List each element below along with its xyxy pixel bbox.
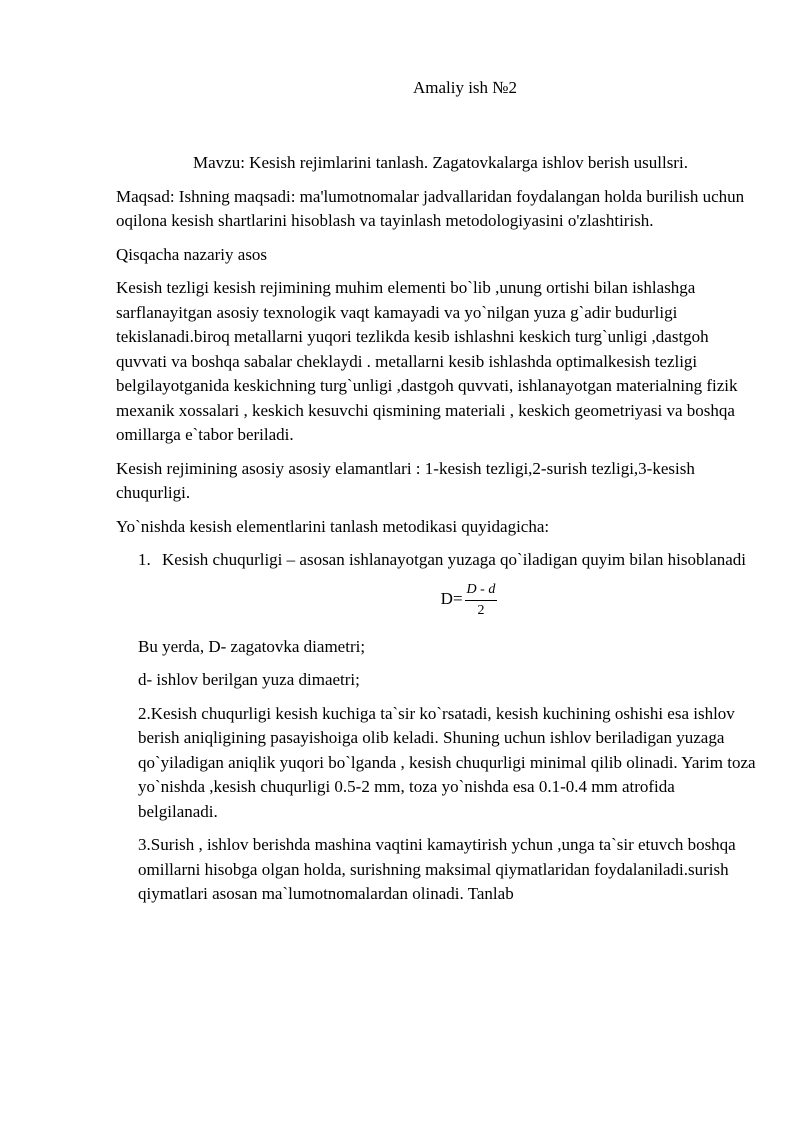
list-item-number: 1. [138, 550, 151, 569]
paragraph-cutting-speed: Kesish tezligi kesish rejimining muhim elementi bo`lib ,unung ortishi bilan ishlashga sarflanayitgan asosiy texnologik vaqt kamayadi va yo`nilgan yuza g`adir budurligi tekislanadi.biroq metallarni yuqori tezlikda kesib ishlashni keskich turg`unligi ,dastgoh quvvati va boshqa sabalar cheklaydi . metallarni kesib ishlashda optimalkesish tezligi belgilayotganida keskichning turg`unligi ,dastgoh quvvati, ishlanayotgan materialning fizik mexanik xossalari , keskich kesuvchi qismining materiali , keskich geometriyasi va boshqa omillarga e`tabor beriladi. [116, 278, 738, 444]
formula-fraction [465, 581, 498, 619]
paragraph-methodology: Yo`nishda kesish elementlarini tanlash metodikasi quyidagicha: [116, 516, 550, 536]
depth-formula [116, 581, 756, 619]
theory-heading: Qisqacha nazariy asos [116, 244, 268, 264]
paragraph-feed: 3.Surish , ishlov berishda mashina vaqtini kamaytirish ychun ,unga ta`sir etuvch boshqa omillarni hisobga olgan holda, surishning maksimal qiymatlaridan foydalaniladi.surish qiymatlari asosan ma`lumotnomalardan olinadi. Tanlab [138, 835, 736, 903]
list-item [116, 548, 756, 573]
goal-paragraph: Maqsad: Ishning maqsadi: ma'lumotnomalar jadvallaridan foydalangan holda burilish uchun oqilona kesish shartlarini hisoblash va tayinlash metodologiyasini o'zlashtirish. [116, 186, 745, 230]
document-title: Amaliy ish №2 [412, 78, 518, 97]
paragraph-depth: 2.Kesish chuqurligi kesish kuchiga ta`sir ko`rsatadi, kesish kuchining oshishi esa ishlov berish aniqligining pasayishoiga olib keladi. Shuning uchun ishlov beriladigan yuzaga qo`yiladigan aniqlik yuqori bo`lganda , kesish chuqurligi minimal qilib olinadi. Yarim toza yo`nishda ,kesish chuqurligi 0.5-2 mm, toza yo`nishda esa 0.1-0.4 mm atrofida belgilanadi. [138, 703, 756, 821]
definition-d: d- ishlov berilgan yuza dimaetri; [138, 670, 360, 689]
list-item-text: Kesish chuqurligi – asosan ishlanayotgan yuzaga qo`iladigan quyim bilan hisoblanadi [162, 550, 747, 569]
paragraph-main-elements: Kesish rejimining asosiy asosiy elamantlari : 1-kesish tezligi,2-surish tezligi,3-kesish chuqurligi. [116, 458, 695, 502]
formula-lhs: D= [440, 589, 463, 609]
definition-D: Bu yerda, D- zagatovka diametri; [138, 636, 366, 656]
numbered-list [116, 548, 756, 573]
formula-numerator: D - d [465, 581, 498, 601]
formula-denominator: 2 [477, 602, 485, 618]
topic-line: Mavzu: Kesish rejimlarini tanlash. Zagatovkalarga ishlov berish usullsri. [193, 153, 688, 172]
document-body [116, 151, 756, 916]
